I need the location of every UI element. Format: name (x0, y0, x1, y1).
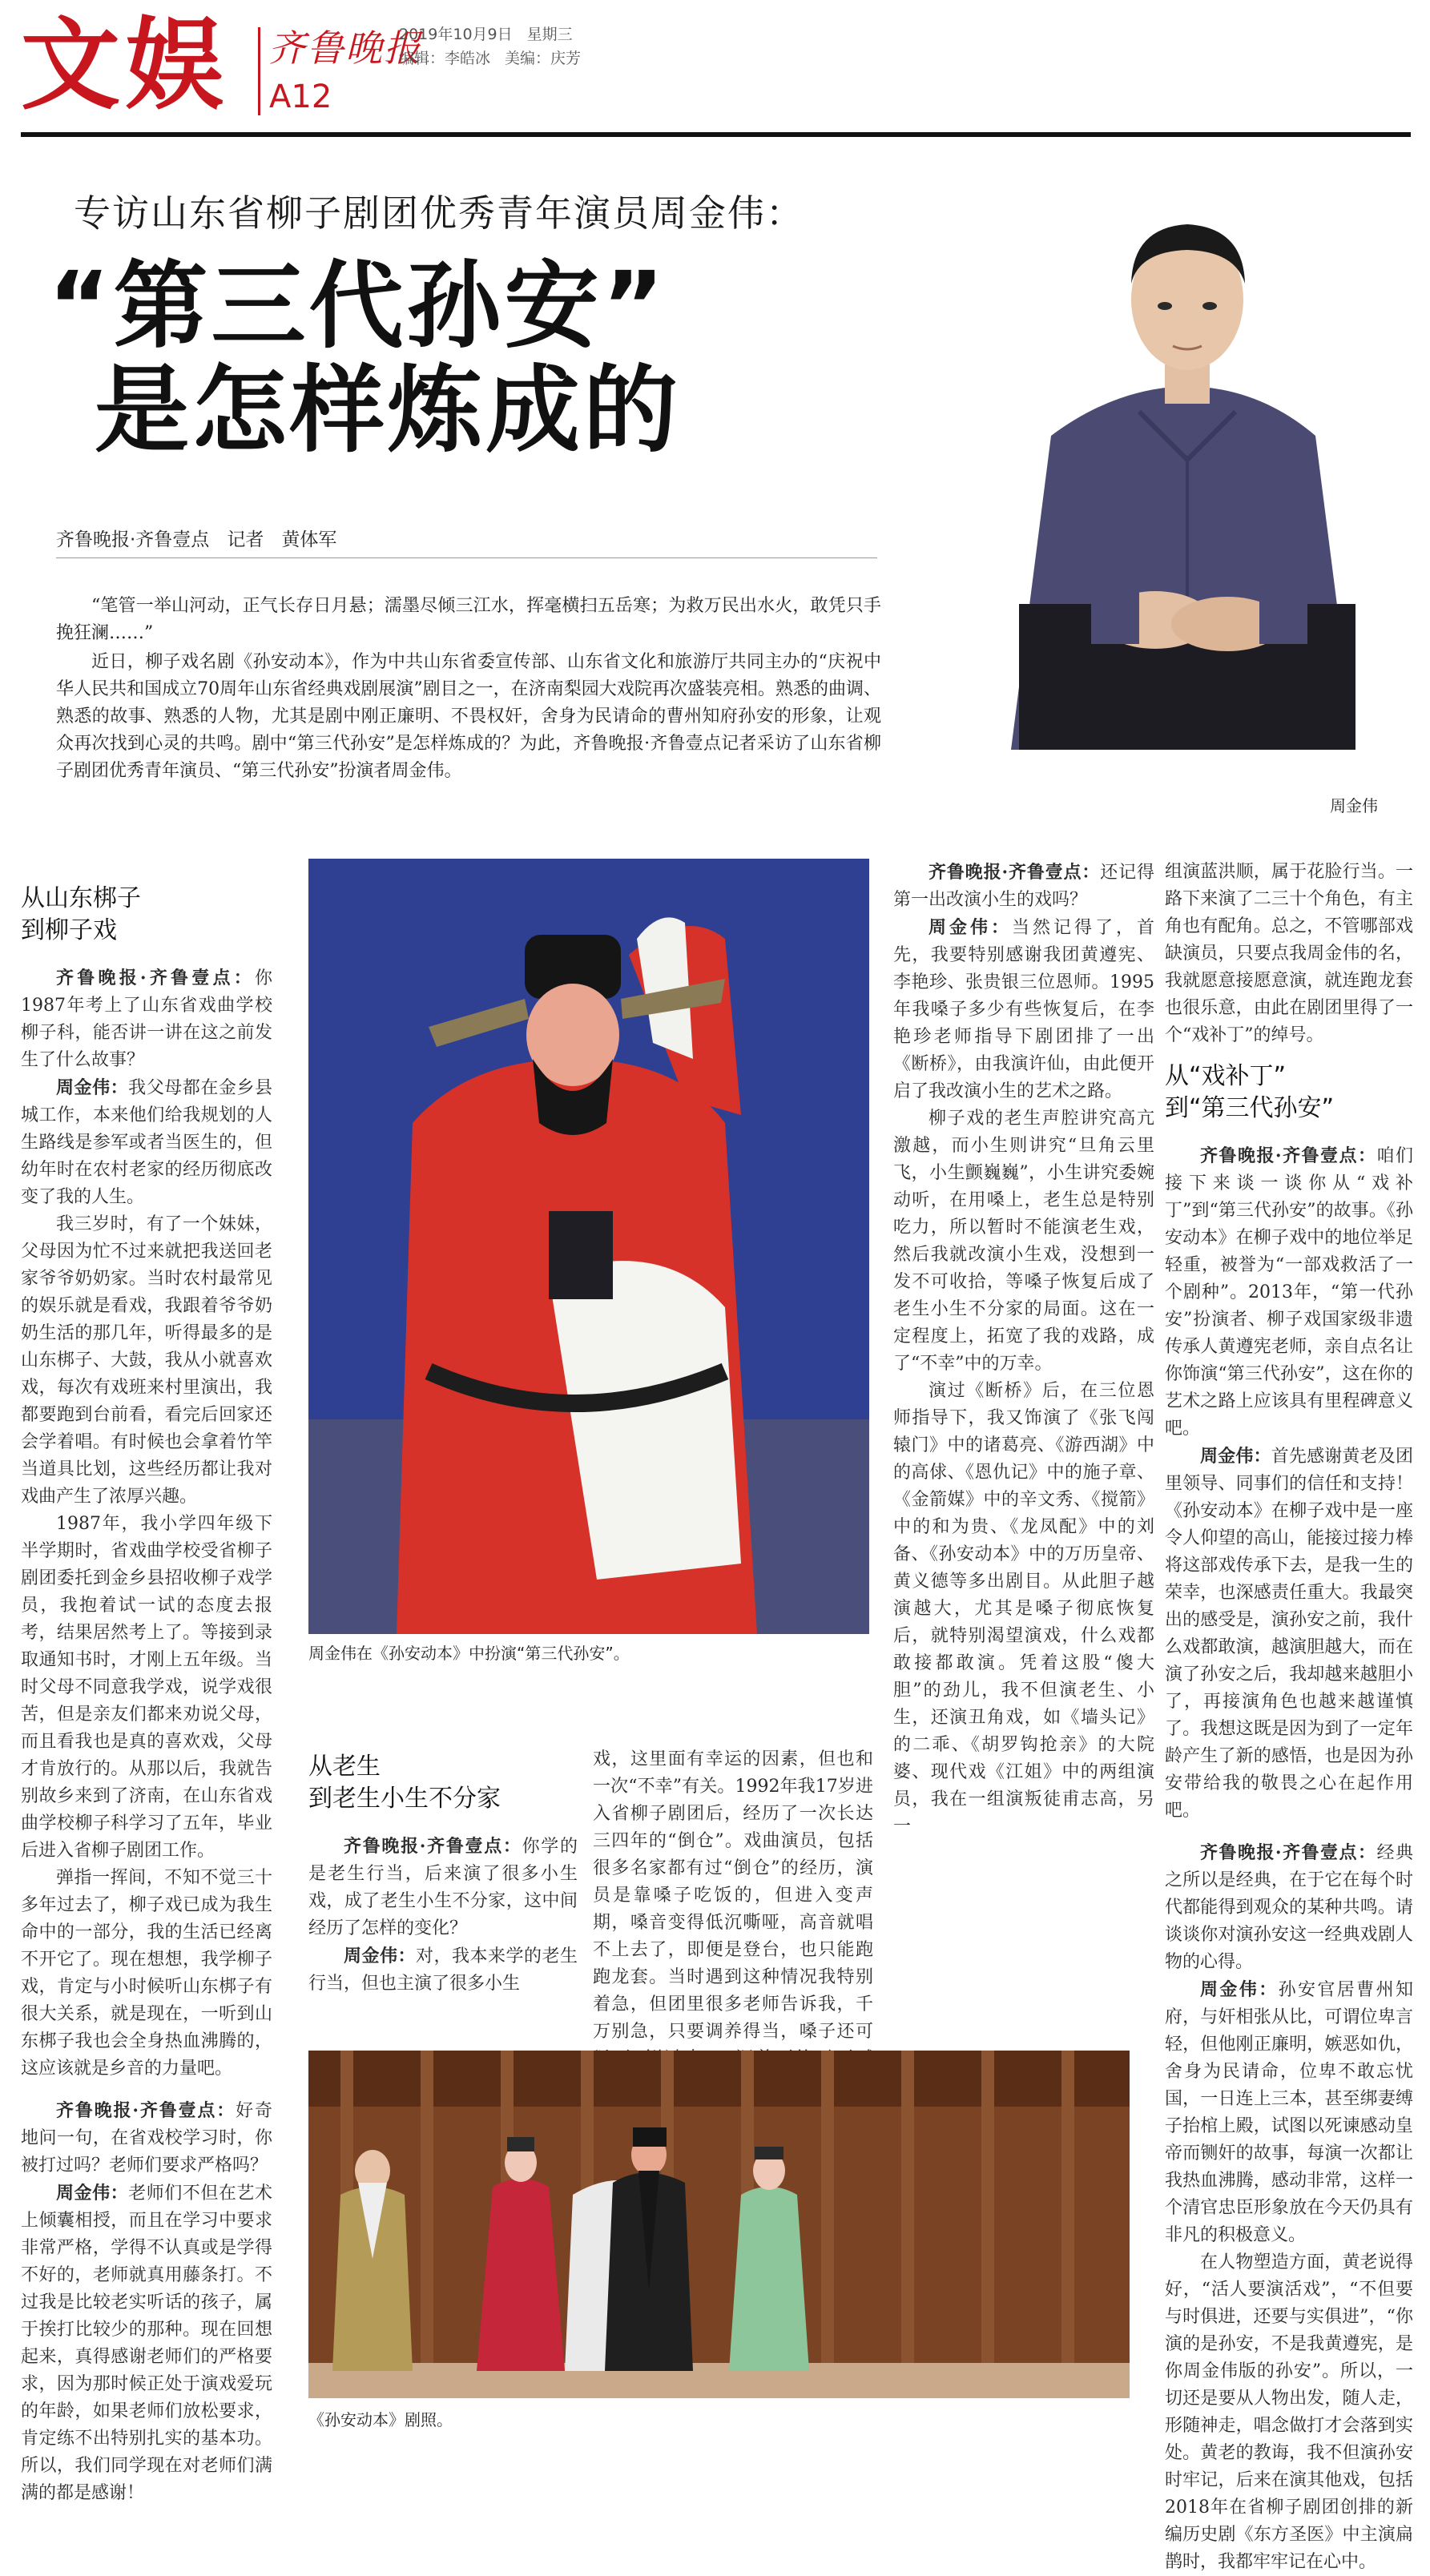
portrait-caption: 周金伟 (1330, 796, 1378, 815)
paragraph: 戏，这里面有幸运的因素，但也和一次“不幸”有关。1992年我17岁进入省柳子剧团后，经历了一次长达三四年的“倒仓”。戏曲演员，包括很多名家都有过“倒仓”的经历，演员是靠嗓子吃饭的，但进入变声期，嗓音变得低沉嘶哑，高音就唱不上去了，即便是登台，也只能跑跑龙套。当时遇到这种情况我特别着急，但团里很多老师告诉我，千万别急，只要调养得当，嗓子还可 (593, 1749, 873, 2042)
photo2-caption: 《孙安动本》剧照。 (308, 2410, 453, 2429)
answer-speaker: 周金伟： (1200, 1979, 1279, 2000)
answer-text: 孙安官居曹州知府，与奸相张从比，可谓位卑言轻，但他刚正廉明，嫉恶如仇，舍身为民请命，位卑不敢忘忧国，一日连上三本，甚至绑妻缚子抬棺上殿，试图以死谏感动皇帝而铡奸的故事，每演一次都让我热血沸腾，感动非常，这样一个清官忠臣形象放在今天仍具有非凡的积极意义。 (1165, 1980, 1413, 2245)
portrait-photo (955, 171, 1405, 750)
answer-text: 首先感谢黄老及团里领导、同事们的信任和支持！《孙安动本》在柳子戏中是一座令人仰望的高山，能接过接力棒将这部戏传承下去，是我一生的荣幸，也深感责任重大。我最突出的感受是，演孙安之前，我什么戏都敢演，越演胆越大，而在演了孙安之后，我却越来越胆小了，再接演角色也越来越谨慎了。我想这既是因为到了一定年龄产生了新的感悟，也是因为孙安带给我的敬畏之心在起作用吧。 (1165, 1447, 1413, 1821)
question-speaker: 齐鲁晚报·齐鲁壹点： (56, 2100, 236, 2121)
article-column-4 (1165, 859, 1413, 2576)
article-column-2a (308, 1746, 578, 1998)
article-column-3 (893, 859, 1154, 1841)
photo1-caption: 周金伟在《孙安动本》中扮演“第三代孙安”。 (308, 1644, 630, 1663)
lead-intro: 近日，柳子戏名剧《孙安动本》，作为中共山东省委宣传部、山东省文化和旅游厅共同主办的“庆祝中华人民共和国成立70周年山东省经典戏剧展演”剧目之一，在济南梨园大戏院再次盛装亮相。熟悉的曲调、熟悉的故事、熟悉的人物，尤其是剧中刚正廉明、不畏权奸，舍身为民请命的曹州知府孙安的形象，让观众再次找到心灵的共鸣。剧中“第三代孙安”是怎样炼成的？为此，齐鲁晚报·齐鲁壹点记者采访了山东省柳子剧团优秀青年演员、“第三代孙安”扮演者周金伟。 (56, 652, 881, 781)
section-title: 文娱 (21, 8, 230, 123)
paragraph (308, 1833, 578, 1942)
byline-role: 记者 (227, 529, 264, 550)
paragraph (21, 2180, 272, 2507)
paragraph (893, 859, 1154, 914)
headline-kicker: 专访山东省柳子剧团优秀青年演员周金伟： (74, 191, 804, 235)
paragraph (1165, 1976, 1413, 2249)
designer-credit: 美编：庆芳 (505, 50, 582, 67)
question-text: 你学的是老生行当，后来演了很多小生戏，成了老生小生不分家，这中间经历了怎样的变化？ (308, 1837, 578, 1938)
paragraph: 组演蓝洪顺，属于花脸行当。一路下来演了二三十个角色，有主角也有配角。总之，不管哪部戏缺演员，只要点我周金伟的名，我就愿意接愿意演，就连跑龙套也很乐意，由此在剧团里得了一个“戏补丁”的绰号。 (1165, 862, 1413, 1045)
paragraph: 我三岁时，有了一个妹妹，父母因为忙不过来就把我送回老家爷爷奶奶家。当时农村最常见的娱乐就是看戏，我跟着爷爷奶奶生活的那几年，听得最多的是山东梆子、大鼓，我从小就喜欢戏，每次有戏班来村里演出，我都要跑到台前看，看完后回家还会学着唱。有时候也会拿着竹竿当道具比划，这些经历都让我对戏曲产生了浓厚兴趣。 (21, 1214, 272, 1507)
lead-paragraphs (56, 593, 881, 787)
issue-weekday: 星期三 (526, 26, 573, 43)
stage-photo-ensemble (308, 2051, 1130, 2398)
subhead-1: 从山东梆子 到柳子戏 (21, 884, 141, 944)
question-text: 好奇地问一句，在省戏校学习时，你被打过吗？老师们要求严格吗？ (21, 2101, 272, 2176)
paragraph: 1987年，我小学四年级下半学期时，省戏曲学校受省柳子剧团委托到金乡县招收柳子戏学员，我抱着试一试的态度去报考，结果居然考上了。等接到录取通知书时，才刚上五年级。当时父母不同意我学戏，说学戏很苦，但是亲友们都来劝说父母，而且看我也是真的喜欢戏，父母才肯放行的。从那以后，我就告别故乡来到了济南，在山东省戏曲学校柳子科学习了五年，毕业后进入省柳子剧团工作。 (21, 1514, 272, 1861)
headline-line-1: “第三代孙安” (48, 251, 668, 361)
paragraph (21, 2097, 272, 2180)
headline-line-2: 是怎样炼成的 (95, 355, 682, 465)
question-text: 你1987年考上了山东省戏曲学校柳子科，能否讲一讲在这之前发生了什么故事？ (21, 968, 272, 1070)
issue-date: 2019年10月9日 (399, 26, 513, 43)
paragraph (1165, 1142, 1413, 1443)
subhead-3: 从“戏补丁” 到“第三代孙安” (1165, 1062, 1335, 1122)
paragraph: 演过《断桥》后，在三位恩师指导下，我又饰演了《张飞闯辕门》中的诸葛亮、《游西湖》中的高俅、《恩仇记》中的施子章、《金箭媒》中的辛文秀、《搅箭》中的和为贵、《龙凤配》中的刘备、《孙安动本》中的万历皇帝、黄义德等多出剧目。从此胆子越演越大，尤其是嗓子彻底恢复后，就特别渴望演戏，什么戏都敢接都敢演。凭着这股“傻大胆”的劲儿，我不但演老生、小生，还演丑角戏，如《墙头记》的二乖、《胡罗钩抢亲》的大院婆、现代戏《江姐》中的两组演员，我在一组演叛徒甫志高，另一 (893, 1381, 1154, 1837)
stage-photo-sun-an (308, 859, 869, 1634)
page-number: A12 (269, 78, 332, 115)
paragraph (21, 964, 272, 1074)
masthead-meta (399, 22, 595, 70)
byline-rule (56, 557, 877, 558)
masthead-divider (258, 27, 260, 115)
paragraph: 柳子戏的老生声腔讲究高亢激越，而小生则讲究“旦角云里飞，小生颤巍巍”，小生讲究委婉动听，在用嗓上，老生总是特别吃力，所以暂时不能演老生戏，然后我就改演小生戏，没想到一发不可收拾，等嗓子恢复后成了老生小生不分家的局面。这在一定程度上，拓宽了我的戏路，成了“不幸”中的万幸。 (893, 1109, 1154, 1374)
editor-credit: 编辑：李皓冰 (399, 50, 491, 67)
paragraph (308, 1942, 578, 1998)
question-speaker: 齐鲁晚报·齐鲁壹点： (344, 1836, 522, 1857)
answer-text: 老师们不但在艺术上倾囊相授，而且在学习中要求非常严格，学得不认真或是学得不好的，老师就真用藤条打。不过我是比较老实听话的孩子，属于挨打比较少的那种。现在回想起来，真得感谢老师们的严格要求，因为那时候正处于演戏爱玩的年龄，如果老师们放松要求，肯定练不出特别扎实的基本功。所以，我们同学现在对老师们满满的都是感谢！ (21, 2184, 272, 2503)
paragraph: 在人物塑造方面，黄老说得好，“活人要演活戏”，“不但要与时俱进，还要与实俱进”，“你演的是孙安，不是我黄遵宪，是你周金伟版的孙安”。所以，一切还是要从人物出发，随人走，形随神走，唱念做打才会落到实处。黄老的教诲，我不但演孙安时牢记，后来在演其他戏，包括2018年在省柳子剧团创排的新编历史剧《东方圣医》中主演扁鹊时，我都牢牢记在心中。 (1165, 2252, 1413, 2572)
byline-name: 黄体军 (281, 529, 337, 550)
answer-speaker: 周金伟： (928, 917, 1012, 938)
paragraph (21, 1074, 272, 1211)
question-text: 咱们接下来谈一谈你从“戏补丁”到“第三代孙安”的故事。《孙安动本》在柳子戏中的地位举足轻重，被誉为“一部戏救活了一个剧种”。2013年，“第一代孙安”扮演者、柳子戏国家级非遗传承人黄遵宪老师，亲自点名让你饰演“第三代孙安”，这在你的艺术之路上应该具有里程碑意义吧。 (1165, 1146, 1413, 1439)
answer-text: 对，我本来学的老生行当，但也主演了很多小生 (308, 1946, 578, 1994)
byline-outlet: 齐鲁晚报·齐鲁壹点 (56, 529, 210, 550)
masthead-rule (21, 132, 1411, 137)
question-text: 经典之所以是经典，在于它在每个时代都能得到观众的某种共鸣。请谈谈你对演孙安这一经典戏剧人物的心得。 (1165, 1843, 1413, 1972)
paragraph: 弹指一挥间，不知不觉三十多年过去了，柳子戏已成为我生命中的一部分，我的生活已经离不开它了。现在想想，我学柳子戏，肯定与小时候听山东梆子有很大关系，就是现在，一听到山东梆子我也会全身热血沸腾的，这应该就是乡音的力量吧。 (21, 1868, 272, 2079)
subhead-2: 从老生 到老生小生不分家 (308, 1753, 501, 1813)
paper-logo: 齐鲁晚报 (268, 26, 422, 70)
answer-speaker: 周金伟： (344, 1946, 416, 1966)
answer-text: 当然记得了，首先，我要特别感谢我团黄遵宪、李艳珍、张贵银三位恩师。1995年我嗓子多少有些恢复后，在李艳珍老师指导下剧团排了一出《断桥》，由我演许仙，由此便开启了我改演小生的艺术之路。 (893, 918, 1154, 1101)
question-speaker: 齐鲁晚报·齐鲁壹点： (928, 862, 1101, 883)
article-column-1 (21, 878, 272, 2507)
question-speaker: 齐鲁晚报·齐鲁壹点： (56, 968, 255, 988)
question-speaker: 齐鲁晚报·齐鲁壹点： (1200, 1842, 1377, 1863)
lead-quote: “笔管一举山河动，正气长存日月悬；濡墨尽倾三江水，挥毫横扫五岳寒；为救万民出水火，敢凭只手挽狂澜……” (56, 596, 881, 643)
answer-speaker: 周金伟： (56, 2183, 129, 2204)
paragraph (1165, 1443, 1413, 1825)
answer-speaker: 周金伟： (1200, 1446, 1271, 1467)
question-text: 还记得第一出改演小生的戏吗？ (893, 863, 1154, 910)
answer-speaker: 周金伟： (56, 1077, 129, 1098)
paragraph (1165, 1839, 1413, 1976)
paragraph (893, 914, 1154, 1105)
byline (56, 525, 336, 551)
question-speaker: 齐鲁晚报·齐鲁壹点： (1200, 1145, 1377, 1166)
answer-text: 我父母都在金乡县城工作，本来他们给我规划的人生路线是参军或者当医生的，但幼年时在农村老家的经历彻底改变了我的人生。 (21, 1078, 272, 1207)
